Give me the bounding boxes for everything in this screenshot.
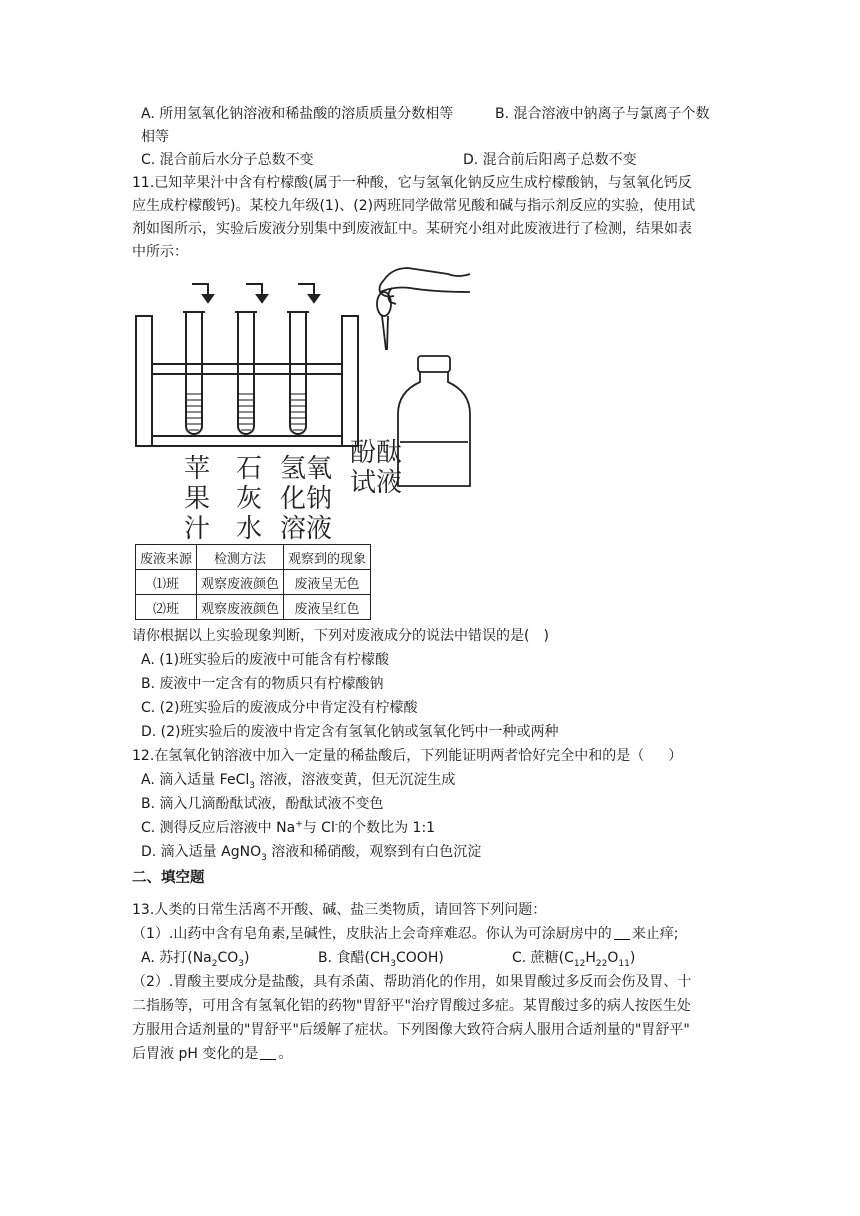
- q13-part2-line-2: 二指肠等，可用含有氢氧化铝的药物"胃舒平"治疗胃酸过多症。某胃酸过多的病人按医生处: [132, 998, 691, 1014]
- q10-option-c: C. 混合前后水分子总数不变: [141, 152, 314, 168]
- q11-option-b: B. 废液中一定含有的物质只有柠檬酸钠: [141, 676, 384, 692]
- q11-option-c: C. (2)班实验后的废液成分中肯定没有柠檬酸: [141, 700, 418, 716]
- section-title: 二、填空题: [132, 870, 205, 886]
- table-cell: ⑵班: [136, 595, 197, 620]
- q12-option-b: B. 滴入几滴酚酞试液，酚酞试液不变色: [141, 796, 384, 812]
- waste-liquid-table: [135, 544, 371, 620]
- q12-option-c: C. 测得反应后溶液中 Na+与 Cl-的个数比为 1:1: [141, 819, 436, 836]
- q13-option-a: A. 苏打$(Na_2CO_3)$: [141, 950, 250, 969]
- q13-intro: 13.人类的日常生活离不开酸、碱、盐三类物质，请回答下列问题：: [132, 902, 547, 918]
- q12-option-a: A. 滴入适量 FeCl$_3$ 溶液，溶液变黄，但无沉淀生成: [141, 772, 456, 791]
- q11-line-3: 剂如图所示，实验后废液分别集中到废液缸中。某研究小组对此废液进行了检测，结果如表: [132, 221, 692, 237]
- q11-line-1: 11.已知苹果汁中含有柠檬酸(属于一种酸，它与氢氧化钠反应生成柠檬酸钠，与氢氧化钙反: [132, 175, 692, 191]
- q11-option-a: A. (1)班实验后的废液中可能含有柠檬酸: [141, 652, 390, 668]
- table-header: 观察到的现象: [284, 545, 371, 570]
- table-row: [136, 595, 371, 620]
- table-header: 检测方法: [197, 545, 284, 570]
- label-phenolphthalein: 酚酞试液: [349, 438, 402, 498]
- q10-option-d: D. 混合前后阳离子总数不变: [463, 152, 637, 168]
- table-header-row: [136, 545, 371, 570]
- table-cell: 观察废液颜色: [197, 595, 284, 620]
- q10-option-a: A. 所用氢氧化钠溶液和稀盐酸的溶质质量分数相等: [141, 106, 454, 122]
- q13-part2-line-4: 后胃液 pH 变化的是 。: [132, 1046, 293, 1062]
- experiment-figure: [134, 258, 474, 544]
- table-cell: 观察废液颜色: [197, 570, 284, 595]
- q13-part2-line-1: （2）.胃酸主要成分是盐酸，具有杀菌、帮助消化的作用，如果胃酸过多反而会伤及胃、十: [132, 974, 692, 990]
- q11-option-d: D. (2)班实验后的废液中肯定含有氢氧化钠或氢氧化钙中一种或两种: [141, 724, 559, 740]
- table-cell: 废液呈红色: [284, 595, 371, 620]
- q13-part2-line-3: 方服用合适剂量的"胃舒平"后缓解了症状。下列图像大致符合病人服用合适剂量的"胃舒平": [132, 1022, 690, 1038]
- q13-option-b: B. 食醋$(CH_3COOH)$: [318, 950, 444, 969]
- q12-question: 12.在氢氧化钠溶液中加入一定量的稀盐酸后，下列能证明两者恰好完全中和的是（ ）: [132, 748, 683, 764]
- q13-part1: （1）.山药中含有皂角素,呈碱性，皮肤沾上会奇痒难忍。你认为可涂厨房中的 来止痒;: [132, 926, 679, 942]
- table-header: 废液来源: [136, 545, 197, 570]
- label-apple-juice: 苹果汁: [183, 454, 210, 544]
- q13-option-c: C. 蔗糖$(C_{12}H_{22}O_{11})$: [512, 950, 636, 969]
- table-cell: 废液呈无色: [284, 570, 371, 595]
- q10-option-b: B. 混合溶液中钠离子与氯离子个数: [495, 106, 710, 122]
- q10-option-b-cont: 相等: [141, 129, 169, 145]
- table-cell: ⑴班: [136, 570, 197, 595]
- q11-line-4: 中所示：: [132, 244, 188, 260]
- label-naoh-solution: 氢氧化钠溶液: [280, 454, 333, 544]
- label-limewater: 石灰水: [235, 454, 262, 544]
- table-row: [136, 570, 371, 595]
- q11-question: 请你根据以上实验现象判断，下列对废液成分的说法中错误的是( ): [132, 628, 549, 644]
- q12-option-d: D. 滴入适量 AgNO$_3$ 溶液和稀硝酸，观察到有白色沉淀: [141, 844, 482, 863]
- q11-line-2: 应生成柠檬酸钙)。某校九年级(1)、(2)两班同学做常见酸和碱与指示剂反应的实验，使用试: [132, 198, 696, 214]
